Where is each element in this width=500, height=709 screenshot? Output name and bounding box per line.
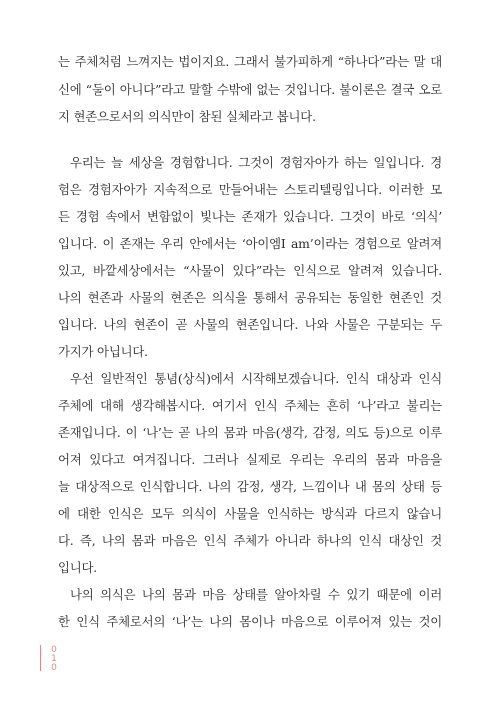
page-number-rule <box>40 645 41 671</box>
body-text-line: 지 현존으로서의 의식만이 참된 실체라고 봅니다. <box>58 109 316 124</box>
body-text-line: 가지가 아닙니다. <box>58 344 148 359</box>
body-text-line: 입니다. 나의 현존이 곧 사물의 현존입니다. 나와 사물은 구분되는 두 <box>58 317 442 332</box>
body-text-line: 존재입니다. 이 ‘나’는 곧 나의 몸과 마음(생각, 감정, 의도 등)으로 이루 <box>58 425 442 440</box>
body-text-line: 한 인식 주체로서의 ‘나’는 나의 몸이나 마음으로 이루어져 있는 것이 <box>58 614 442 629</box>
body-text-line: 나의 현존과 사물의 현존은 의식을 통해서 공유되는 동일한 현존인 것 <box>58 290 442 305</box>
page-number: 010 <box>49 645 59 672</box>
body-text-line: 늘 대상적으로 인식합니다. 나의 감정, 생각, 느낌이나 내 몸의 상태 등 <box>58 479 442 494</box>
body-text-line: 는 주체처럼 느껴지는 법이지요. 그래서 불가피하게 “하나다”라는 말 대 <box>58 54 442 69</box>
body-text-line: 우리는 늘 세상을 경험합니다. 그것이 경험자아가 하는 일입니다. 경 <box>70 155 442 170</box>
body-text-line: 주체에 대해 생각해봅시다. 여기서 인식 주체는 흔히 ‘나’라고 불리는 <box>58 398 442 413</box>
body-text-line: 든 경험 속에서 변함없이 빛나는 존재가 있습니다. 그것이 바로 ‘의식’ <box>58 209 442 224</box>
body-text-line: 나의 의식은 나의 몸과 마음 상태를 알아차릴 수 있기 때문에 이러 <box>70 587 442 602</box>
body-text-line: 입니다. <box>58 560 98 575</box>
body-text-line: 입니다. 이 존재는 우리 안에서는 ‘아이엠I am’이라는 경험으로 알려져 <box>58 236 442 251</box>
body-text-line: 신에 “둘이 아니다”라고 말할 수밖에 없는 것입니다. 불이론은 결국 오로 <box>58 82 442 97</box>
body-text-line: 우선 일반적인 통념(상식)에서 시작해보겠습니다. 인식 대상과 인식 <box>70 371 442 386</box>
body-text-line: 험은 경험자아가 지속적으로 만들어내는 스토리텔링입니다. 이러한 모 <box>58 182 442 197</box>
body-text-line: 어져 있다고 여겨집니다. 그러나 실제로 우리는 우리의 몸과 마음을 <box>58 452 442 467</box>
body-text-line: 있고, 바깥세상에서는 “사물이 있다”라는 인식으로 알려져 있습니다. <box>58 263 442 278</box>
body-text-line: 에 대한 인식은 모두 의식이 사물을 인식하는 방식과 다르지 않습니 <box>58 506 442 521</box>
body-text-line: 다. 즉, 나의 몸과 마음은 인식 주체가 아니라 하나의 인식 대상인 것 <box>58 533 442 548</box>
